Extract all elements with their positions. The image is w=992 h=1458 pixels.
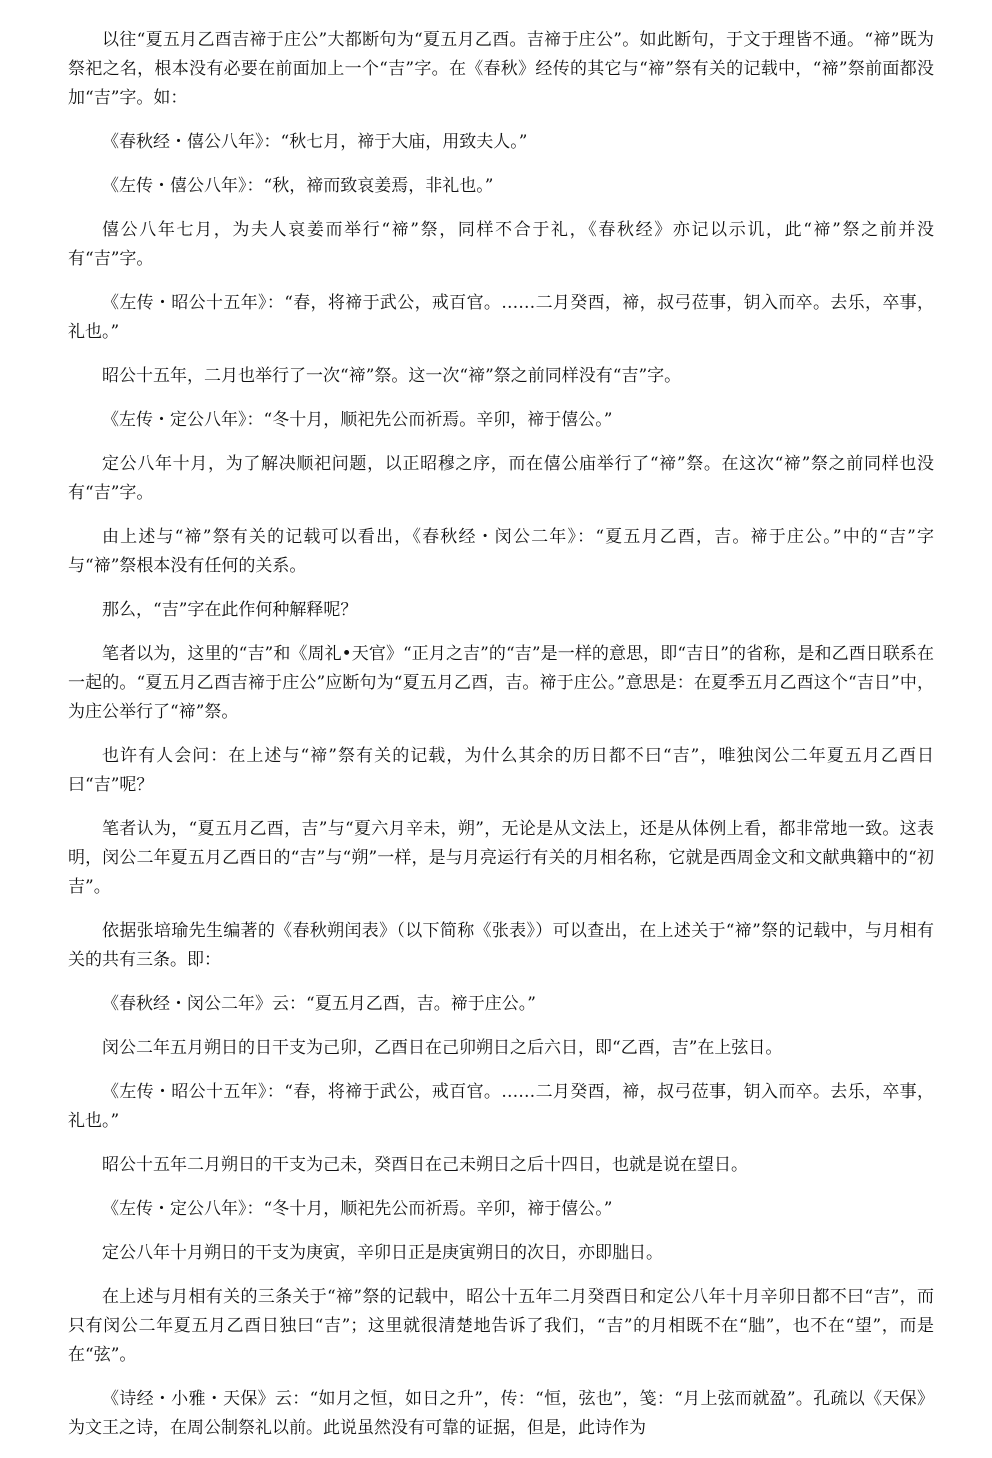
paragraph-author-response: 笔者认为，“夏五月乙酉，吉”与“夏六月辛未，朔”，无论是从文法上，还是从体例上看，都非常地一致。这表明，闵公二年夏五月乙酉日的“吉”与“朔”一样，是与月亮运行有关的月相名称，它就是西周金文和文献典籍中的“初吉”。 [68, 819, 934, 897]
quote-zuozhuan-zhaogong-15: 《左传・昭公十五年》：“春，将禘于武公，戒百官。……二月癸酉，禘，叔弓莅事，钥入而卒。去乐，卒事，礼也。” [68, 293, 934, 342]
paragraph-moon-phase-conclusion: 在上述与月相有关的三条关于“禘”祭的记载中，昭公十五年二月癸酉日和定公八年十月辛卯日都不曰“吉”，而只有闵公二年夏五月乙酉日独曰“吉”；这里就很清楚地告诉了我们，“吉”的月相既不在“朏”，也不在“望”，而是在“弦”。 [68, 1287, 934, 1365]
document-page [68, 26, 934, 1458]
quote-zuozhuan-dinggong-8: 《左传・定公八年》：“冬十月，顺祀先公而祈焉。辛卯，禘于僖公。” [102, 410, 613, 430]
quote-zuozhuan-xigong-8: 《左传・僖公八年》：“秋，禘而致哀姜焉，非礼也。” [102, 176, 494, 196]
paragraph-dinggong-commentary: 定公八年十月，为了解决顺祀问题，以正昭穆之序，而在僖公庙举行了“禘”祭。在这次“禘”祭之前同样也没有“吉”字。 [68, 454, 934, 503]
paragraph-conclusion-1: 由上述与“禘”祭有关的记载可以看出，《春秋经・闵公二年》：“夏五月乙酉，吉。禘于庄公。”中的“吉”字与“禘”祭根本没有任何的关系。 [68, 527, 934, 576]
quote-chunqiu-xigong-8: 《春秋经・僖公八年》：“秋七月，禘于大庙，用致夫人。” [102, 132, 528, 152]
paragraph-zhang-table: 依据张培瑜先生编著的《春秋朔闰表》（以下简称《张表》）可以查出，在上述关于“禘”祭的记载中，与月相有关的共有三条。即： [68, 921, 934, 970]
paragraph-objection: 也许有人会问：在上述与“禘”祭有关的记载，为什么其余的历日都不曰“吉”，唯独闵公二年夏五月乙酉日曰“吉”呢？ [68, 746, 934, 795]
paragraph-zhaogong-commentary: 昭公十五年，二月也举行了一次“禘”祭。这一次“禘”祭之前同样没有“吉”字。 [102, 366, 682, 386]
paragraph-xigong-commentary: 僖公八年七月，为夫人哀姜而举行“禘”祭，同样不合于礼，《春秋经》亦记以示讥，此“禘”祭之前并没有“吉”字。 [68, 220, 934, 269]
quote-zuozhuan-zhaogong-15-repeat: 《左传・昭公十五年》：“春，将禘于武公，戒百官。……二月癸酉，禘，叔弓莅事，钥入而卒。去乐，卒事，礼也。” [68, 1082, 934, 1131]
paragraph-dinggong-analysis: 定公八年十月朔日的干支为庚寅，辛卯日正是庚寅朔日的次日，亦即朏日。 [102, 1243, 663, 1263]
paragraph-mingong-analysis: 闵公二年五月朔日的日干支为己卯，乙酉日在己卯朔日之后六日，即“乙酉，吉”在上弦日。 [102, 1038, 783, 1058]
quote-zuozhuan-dinggong-8-repeat: 《左传・定公八年》：“冬十月，顺祀先公而祈焉。辛卯，禘于僖公。” [102, 1199, 613, 1219]
quote-chunqiu-mingong-2: 《春秋经・闵公二年》云：“夏五月乙酉，吉。禘于庄公。” [102, 994, 536, 1014]
paragraph-zhaogong-analysis: 昭公十五年二月朔日的干支为己未，癸酉日在己未朔日之后十四日，也就是说在望日。 [102, 1155, 748, 1175]
paragraph-author-view: 笔者以为，这里的“吉”和《周礼•天官》“正月之吉”的“吉”是一样的意思，即“吉日”的省称，是和乙酉日联系在一起的。“夏五月乙酉吉禘于庄公”应断句为“夏五月乙酉，吉。禘于庄公。”意思是：在夏季五月乙酉这个“吉日”中，为庄公举行了“禘”祭。 [68, 644, 934, 722]
paragraph-intro: 以往“夏五月乙酉吉禘于庄公”大都断句为“夏五月乙酉。吉禘于庄公”。如此断句，于文于理皆不通。“禘”既为祭祀之名，根本没有必要在前面加上一个“吉”字。在《春秋》经传的其它与“禘”祭有关的记载中，“禘”祭前面都没加“吉”字。如： [68, 30, 934, 108]
paragraph-shijing-tianbao: 《诗经・小雅・天保》云：“如月之恒，如日之升”，传：“恒，弦也”，笺：“月上弦而就盈”。孔疏以《天保》为文王之诗，在周公制祭礼以前。此说虽然没有可靠的证据，但是，此诗作为 [68, 1389, 934, 1438]
paragraph-question: 那么，“吉”字在此作何种解释呢？ [102, 600, 358, 620]
